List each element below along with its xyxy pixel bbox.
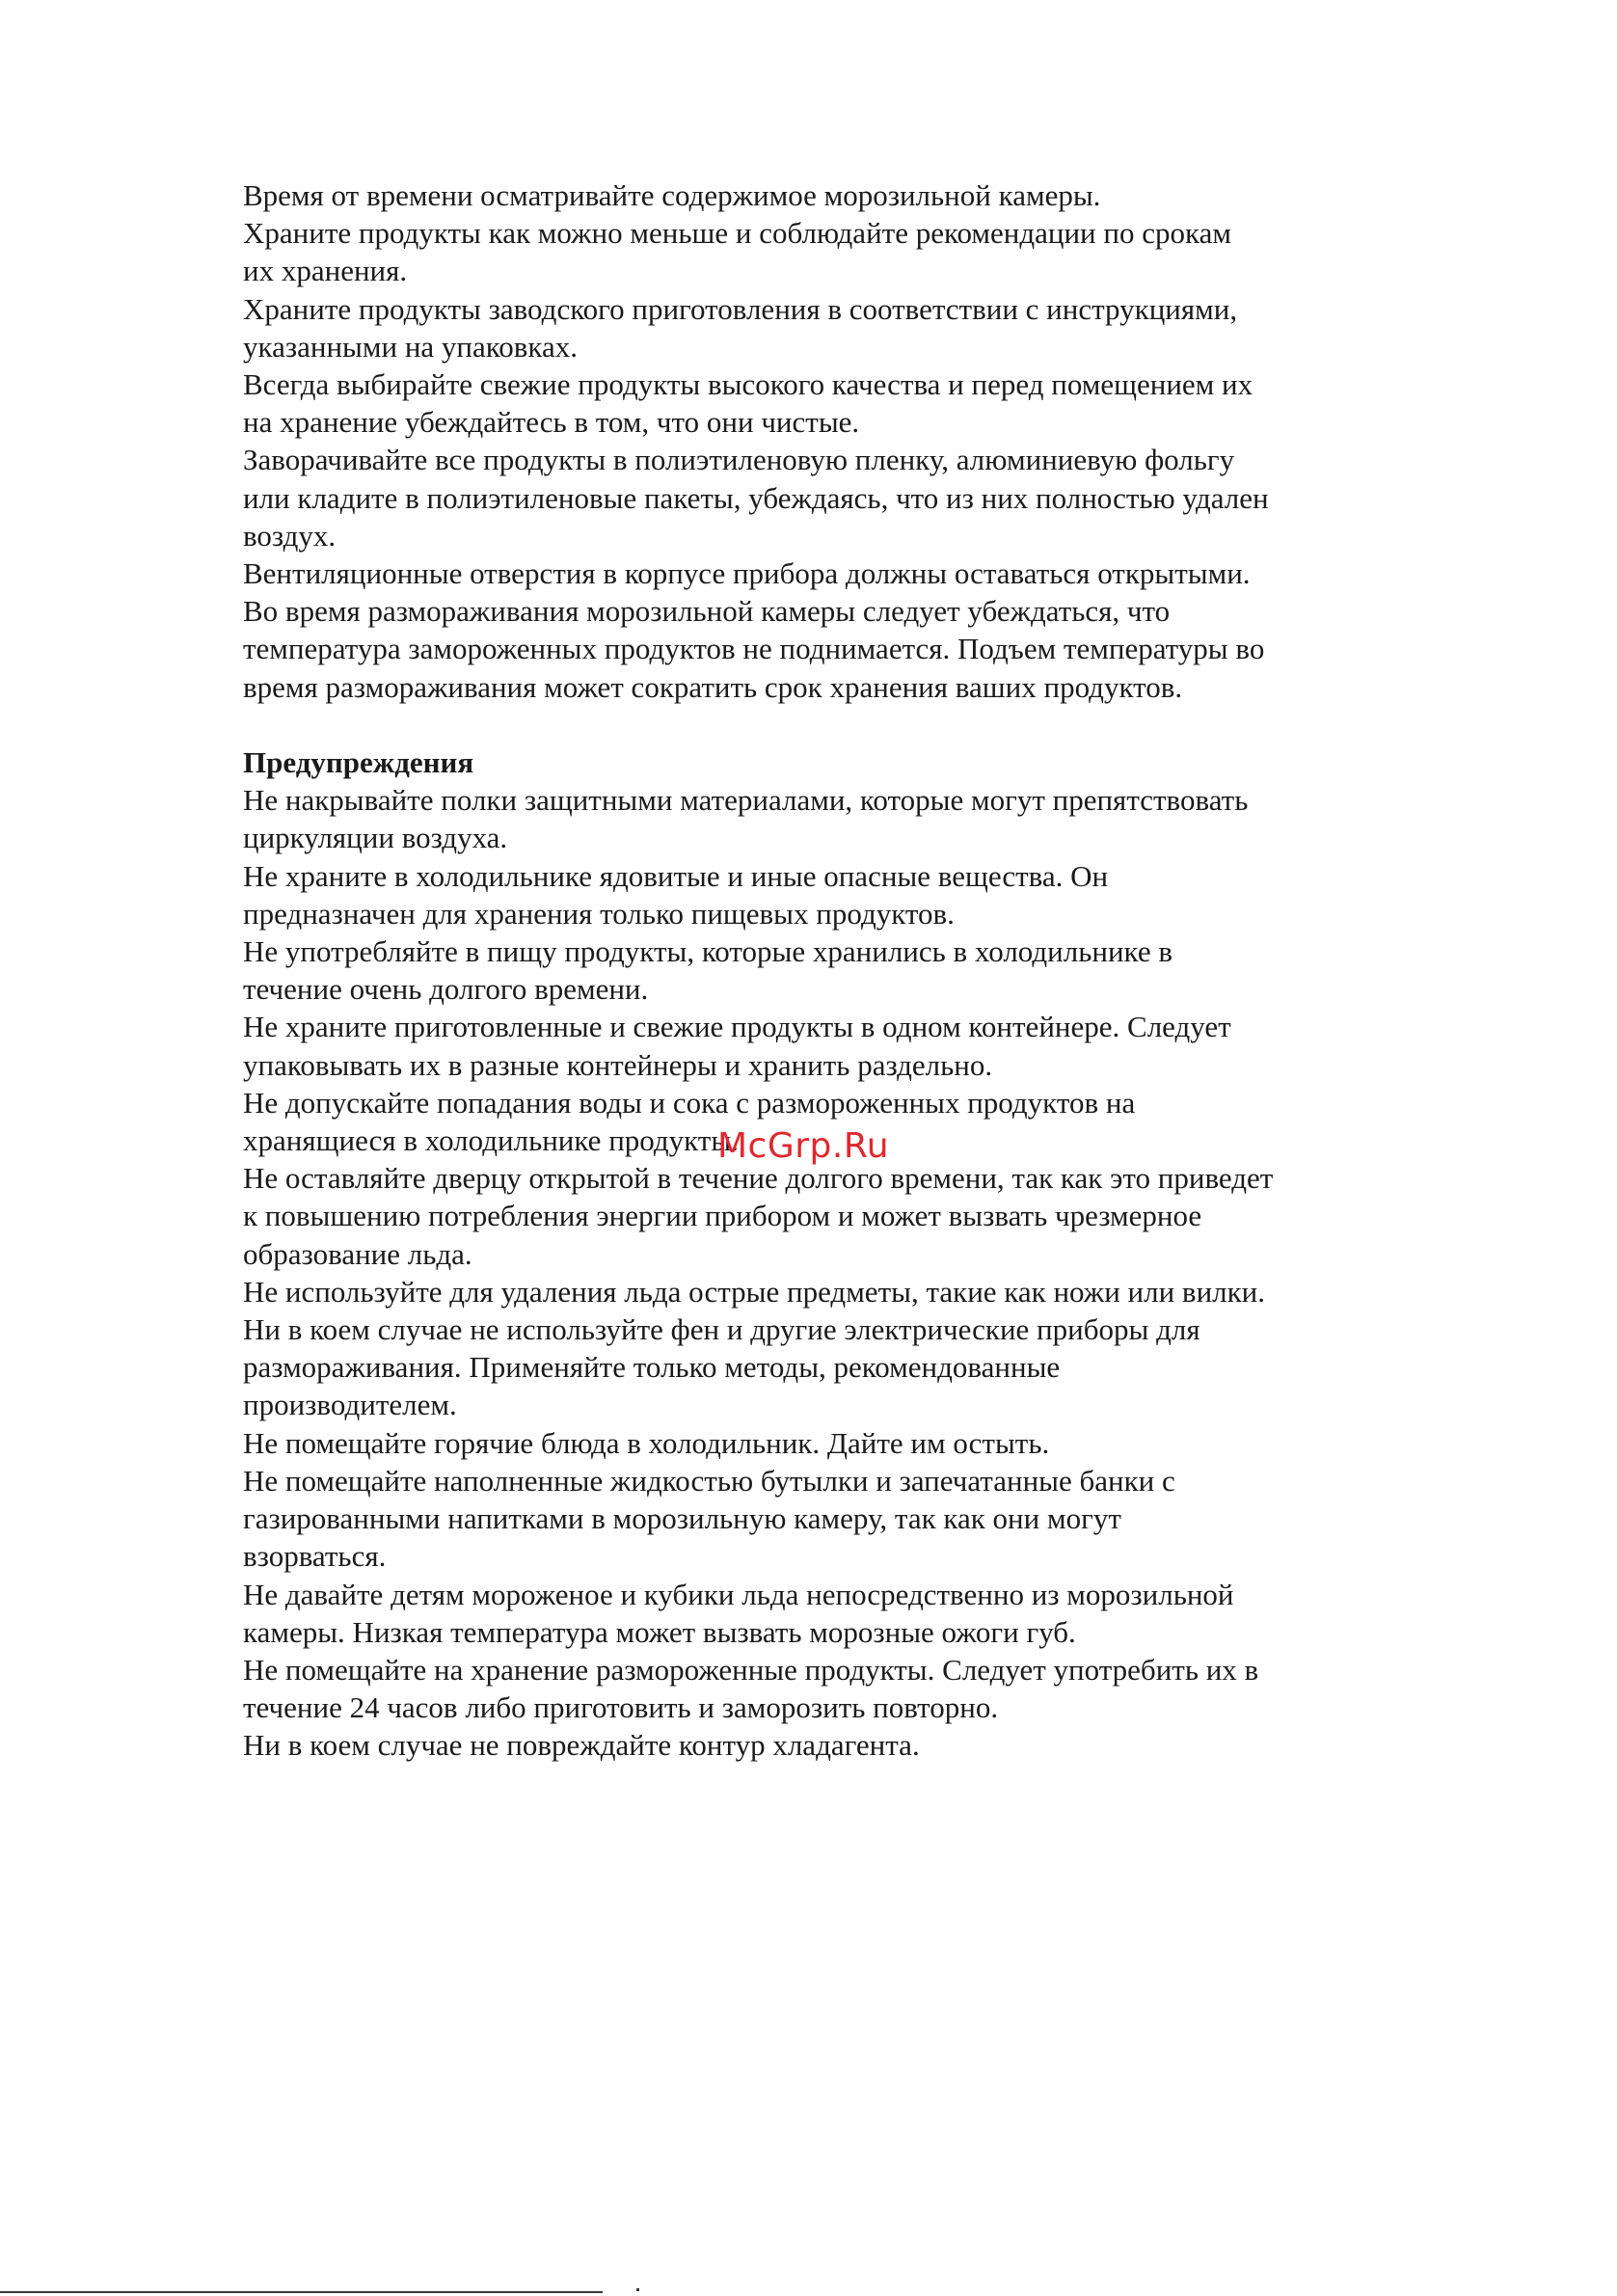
- text-line: воздух.: [243, 518, 337, 553]
- text-line: хранящиеся в холодильнике продукты.: [243, 1123, 739, 1158]
- text-line: их хранения.: [243, 254, 408, 288]
- text-line: Не помещайте наполненные жидкостью бутылки и запечатанные банки с: [243, 1463, 1175, 1498]
- text-line: Не используйте для удаления льда острые предметы, такие как ножи или вилки.: [243, 1274, 1266, 1309]
- text-line: Не храните приготовленные и свежие продукты в одном контейнере. Следует: [243, 1010, 1231, 1044]
- footer-mark: [636, 2288, 639, 2291]
- section-heading-warnings: Предупреждения: [243, 745, 474, 780]
- text-line: указанными на упаковках.: [243, 329, 578, 364]
- text-line: Заворачивайте все продукты в полиэтиленовую пленку, алюминиевую фольгу: [243, 443, 1235, 477]
- warnings-list: [243, 781, 1400, 1764]
- text-line: течение 24 часов либо приготовить и заморозить повторно.: [243, 1690, 999, 1725]
- text-line: время размораживания может сократить срок хранения ваших продуктов.: [243, 669, 1183, 704]
- text-line: циркуляции воздуха.: [243, 821, 508, 855]
- text-line: размораживания. Применяйте только методы, рекомендованные: [243, 1350, 1061, 1385]
- text-line: Время от времени осматривайте содержимое морозильной камеры.: [243, 178, 1101, 212]
- text-line: Не храните в холодильнике ядовитые и иные опасные вещества. Он: [243, 858, 1109, 893]
- footer-rule: [0, 2291, 603, 2293]
- text-line: газированными напитками в морозильную камеру, так как они могут: [243, 1501, 1121, 1536]
- text-line: образование льда.: [243, 1236, 472, 1271]
- text-line: на хранение убеждайтесь в том, что они чистые.: [243, 405, 860, 440]
- text-line: Не давайте детям мороженое и кубики льда непосредственно из морозильной: [243, 1577, 1234, 1611]
- text-line: Храните продукты как можно меньше и соблюдайте рекомендации по срокам: [243, 216, 1231, 251]
- text-line: Вентиляционные отверстия в корпусе прибора должны оставаться открытыми.: [243, 556, 1251, 591]
- text-line: к повышению потребления энергии прибором и может вызвать чрезмерное: [243, 1199, 1202, 1233]
- text-line: взорваться.: [243, 1539, 387, 1574]
- text-line: Не помещайте на хранение размороженные продукты. Следует употребить их в: [243, 1652, 1259, 1687]
- text-line: течение очень долгого времени.: [243, 972, 649, 1007]
- document-body: [243, 176, 1400, 1765]
- text-line: Всегда выбирайте свежие продукты высокого качества и перед помещением их: [243, 367, 1253, 402]
- text-line: камеры. Низкая температура может вызвать морозные ожоги губ.: [243, 1614, 1076, 1649]
- text-line: или кладите в полиэтиленовые пакеты, убеждаясь, что из них полностью удален: [243, 480, 1269, 515]
- text-line: предназначен для хранения только пищевых продуктов.: [243, 896, 955, 931]
- top-recommendations: [243, 176, 1400, 706]
- text-line: Храните продукты заводского приготовления в соответствии с инструкциями,: [243, 291, 1238, 326]
- text-line: упаковывать их в разные контейнеры и хранить раздельно.: [243, 1047, 993, 1082]
- text-line: производителем.: [243, 1388, 457, 1422]
- text-line: Не употребляйте в пищу продукты, которые хранились в холодильнике в: [243, 934, 1172, 969]
- text-line: Ни в коем случае не используйте фен и другие электрические приборы для: [243, 1312, 1200, 1347]
- text-line: температура замороженных продуктов не поднимается. Подъем температуры во: [243, 632, 1265, 666]
- text-line: Не оставляйте дверцу открытой в течение долгого времени, так как это приведет: [243, 1161, 1274, 1196]
- text-line: Не помещайте горячие блюда в холодильник. Дайте им остыть.: [243, 1425, 1050, 1460]
- watermark: McGrp.Ru: [717, 1126, 890, 1166]
- text-line: Не накрывайте полки защитными материалами, которые могут препятствовать: [243, 783, 1249, 818]
- text-line: Во время размораживания морозильной камеры следует убеждаться, что: [243, 594, 1171, 629]
- paragraph-spacer: [243, 706, 1400, 743]
- text-line: Не допускайте попадания воды и сока с размороженных продуктов на: [243, 1085, 1136, 1120]
- text-line: Ни в коем случае не повреждайте контур хладагента.: [243, 1728, 920, 1763]
